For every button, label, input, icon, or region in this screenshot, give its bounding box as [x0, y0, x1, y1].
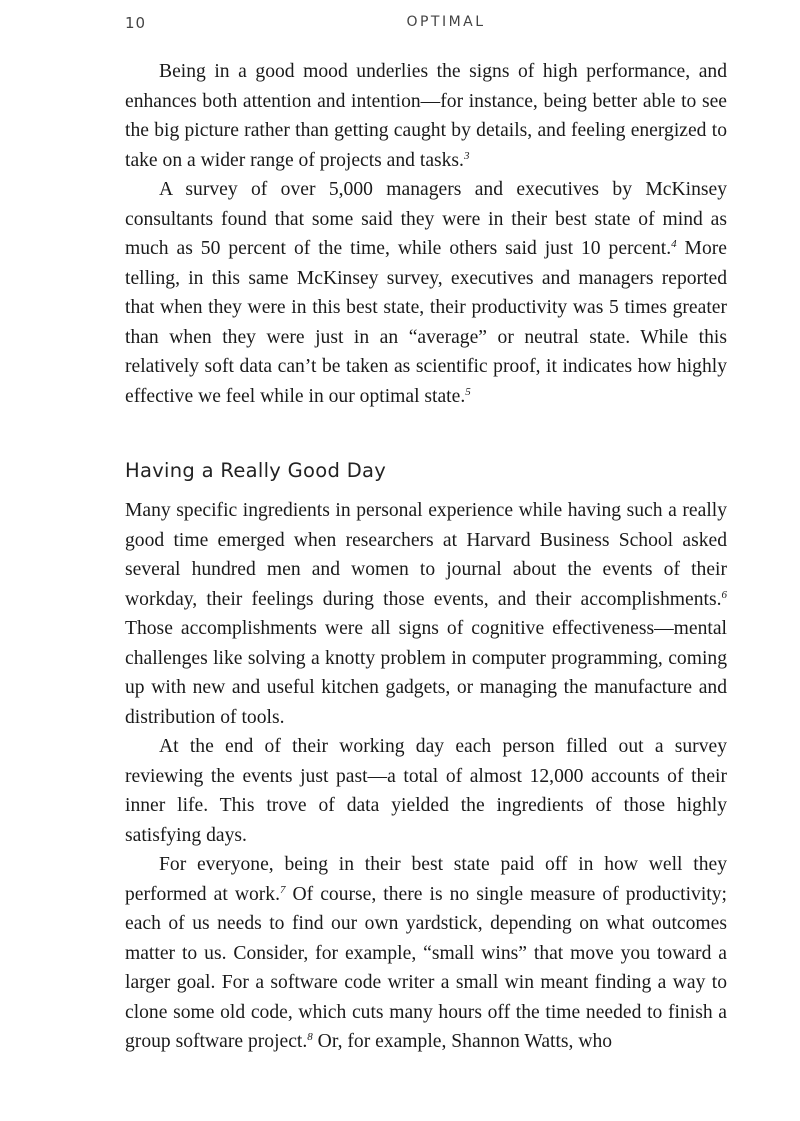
paragraph	[125, 850, 727, 1057]
footnote-ref: 8	[307, 1031, 313, 1043]
section-heading: Having a Really Good Day	[125, 459, 387, 482]
paragraph-text: For everyone, being in their best state paid off in how well they performed at work.	[125, 854, 727, 905]
page-number: 10	[125, 14, 147, 32]
paragraph-text: Those accomplishments were all signs of cognitive effectiveness—mental challenges like solving a knotty problem in computer programming, coming up with new and useful kitchen gadgets, or managing the manufacture and distribution of tools.	[125, 618, 727, 728]
footnote-ref: 4	[671, 238, 677, 250]
paragraph-text: Being in a good mood underlies the signs of high performance, and enhances both attention and intention—for instance, being better able to see the big picture rather than getting caught by details, and feeling energized to take on a wider range of projects and tasks.	[125, 61, 727, 171]
paragraph	[125, 496, 727, 732]
page-header	[125, 14, 727, 38]
paragraph-text: Or, for example, Shannon Watts, who	[312, 1031, 613, 1052]
paragraph	[125, 175, 727, 411]
running-head: OPTIMAL	[406, 14, 486, 30]
paragraph-text: Of course, there is no single measure of productivity; each of us needs to find our own yardstick, depending on what outcomes matter to us. Consider, for example, “small wins” that move you toward a larger goal. For a software code writer a small win meant finding a way to clone some old code, which cuts many hours off the time needed to finish a group software project.	[125, 883, 727, 1052]
page-body	[125, 57, 727, 1057]
footnote-ref: 7	[279, 883, 286, 896]
paragraph-text: Many specific ingredients in personal experience while having such a really good time emerged when researchers at Harvard Business School asked several hundred men and women to journal about the events of their workday, their feelings during those events, and their accomplishments.	[125, 500, 727, 610]
paragraph-text: A survey of over 5,000 managers and executives by McKinsey consultants found that some said they were in their best state of mind as much as 50 percent of the time, while others said just 10 percent.	[125, 179, 727, 259]
footnote-ref: 5	[465, 385, 471, 398]
paragraph-text: At the end of their working day each person filled out a survey reviewing the events just past—a total of almost 12,000 accounts of their inner life. This trove of data yielded the ingredients of those highly satisfying days.	[125, 736, 727, 846]
paragraph	[125, 732, 727, 850]
paragraph-text: More telling, in this same McKinsey survey, executives and managers reported that when they were in this best state, their productivity was 5 times greater than when they were just in an “average” or neutral state. While this relatively soft data can’t be taken as scientific proof, it indicates how highly effective we feel while in our optimal state.	[125, 238, 727, 407]
footnote-ref: 6	[721, 588, 727, 601]
paragraph	[125, 57, 727, 175]
footnote-ref: 3	[463, 149, 470, 162]
